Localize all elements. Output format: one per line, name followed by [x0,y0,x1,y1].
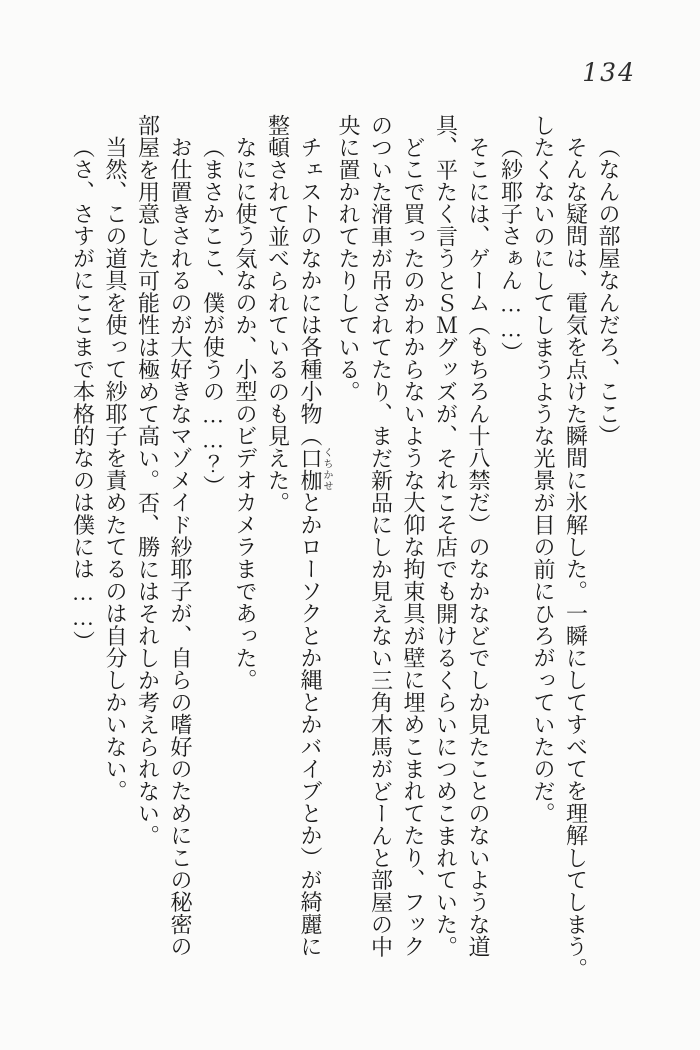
text-line: 整頓されて並べられているのも見えた。 [265,114,291,514]
text-line: なにに使う気なのか、小型のビデオカメラまであった。 [233,136,258,691]
text-line: 当然、この道具を使って紗耶子を責めたてるのは自分しかいない。 [103,136,128,802]
text-line: のついた滑車が吊されてたり、まだ新品にしか見えない三角木馬がどーんと部屋の中 [368,114,394,958]
text-line: そんな疑問は、電気を点けた瞬間に氷解した。一瞬にしてすべてを理解してしまう。 [563,136,589,980]
text-line: （まさかここ、僕が使うの……？） [200,136,226,498]
page-number: 134 [582,58,636,87]
text-line: どこで買ったのかわからないような大仰な拘束具が壁に埋めこまれてたり、フック [401,136,426,958]
text-line: チェストのなかには各種小物（口枷くちかせとかローソクとか縄とかバイブとか）が綺麗に [298,136,332,958]
text-line: （紗耶子さぁん……） [498,136,524,364]
text-line: （さ、さすがにここまで本格的なのは僕には……） [70,136,96,653]
text-line: 部屋を用意した可能性は極めて高い。否、勝にはそれしか考えられない。 [135,114,161,847]
text-line: 具、平たく言うとＳＭグッズが、それこそ店でも開けるくらいにつめこまれていた。 [433,114,459,958]
ruby-annotated-word: 口枷くちかせ [298,446,332,492]
text-line: そこには、ゲーム（もちろん十八禁だ）のなかなどでしか見たことのないような道 [466,136,491,958]
text-line: 央に置かれてたりしている。 [336,114,361,403]
text-block [66,114,624,996]
text-line: したくないのにしてしまうような光景が目の前にひろがっていたのだ。 [531,114,556,825]
text-line: お仕置きされるのが大好きなマゾメイド紗耶子が、自らの嗜好のためにこの秘密の [168,136,193,958]
text-line: （なんの部屋なんだろ、ここ） [596,136,621,447]
